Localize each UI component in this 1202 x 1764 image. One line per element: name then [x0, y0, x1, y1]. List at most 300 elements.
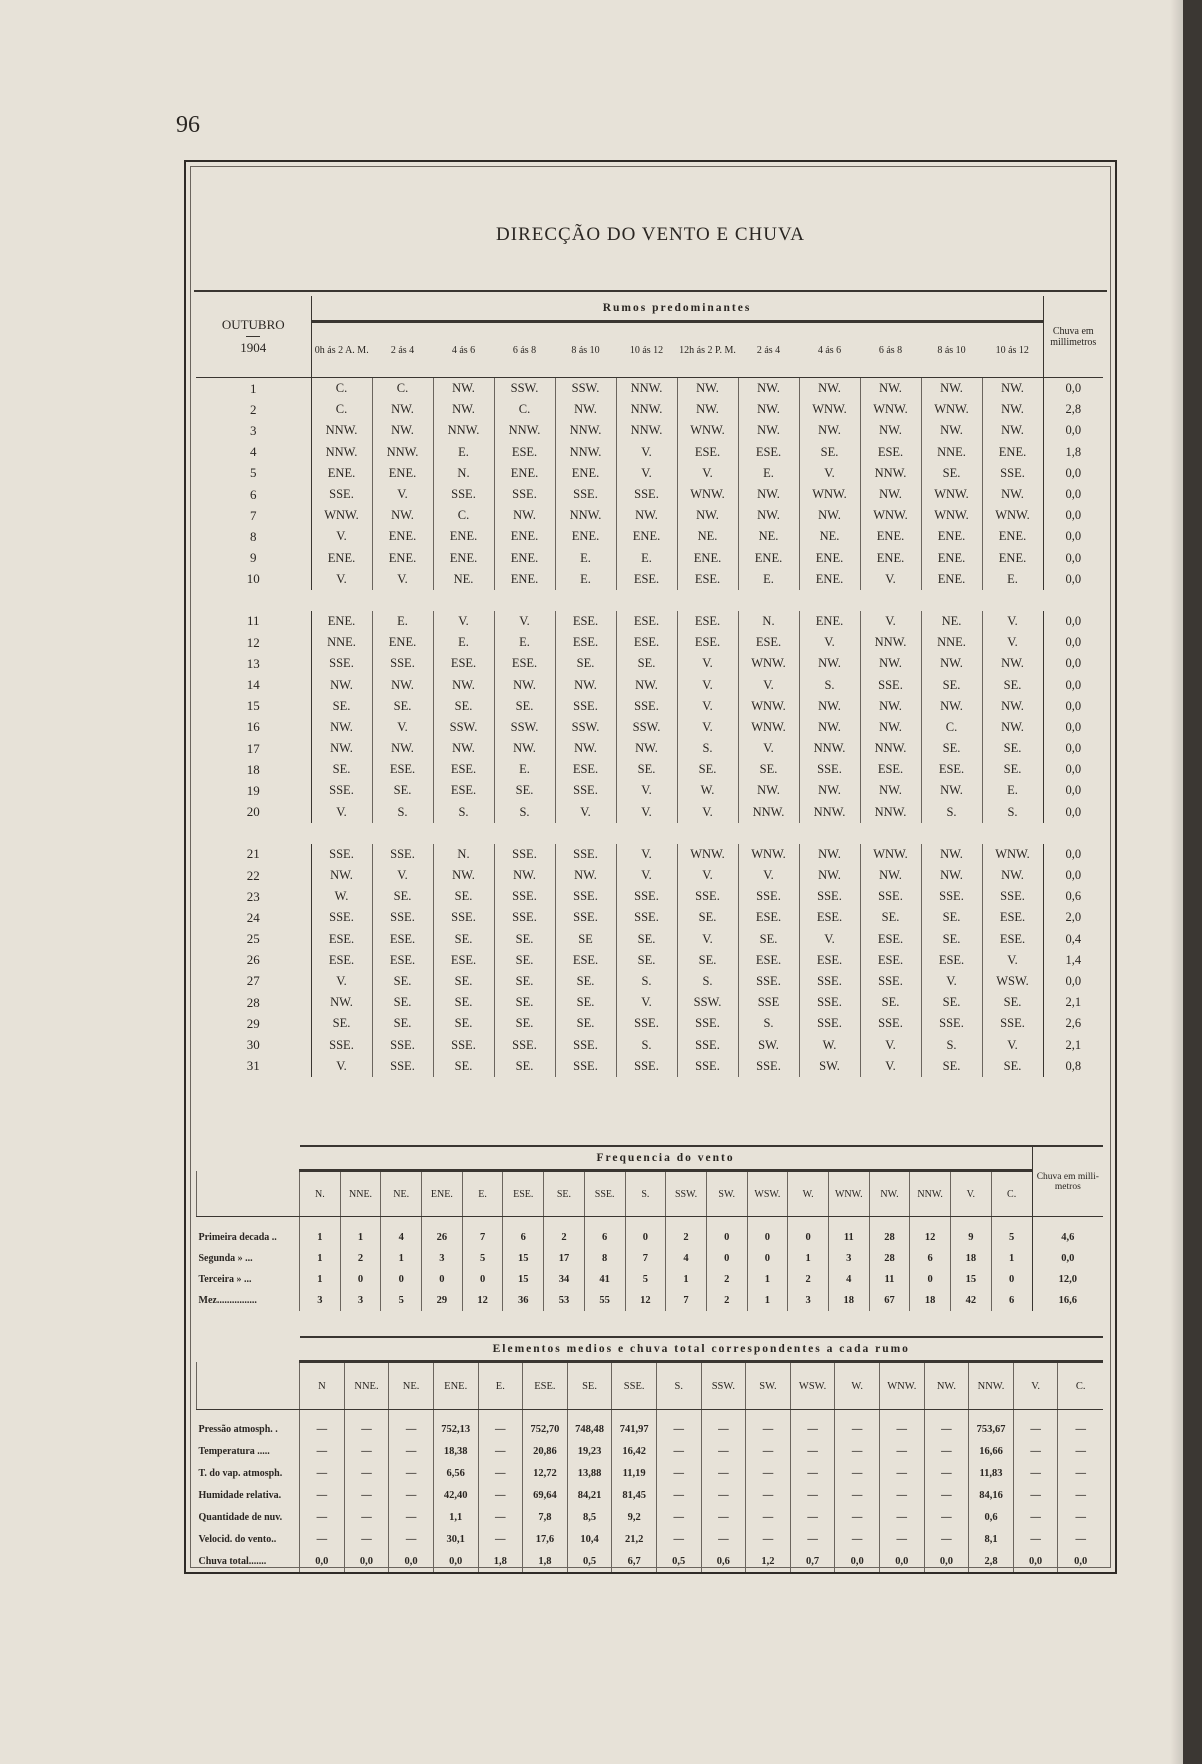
wind-direction-cell: NW.: [555, 865, 616, 886]
wind-direction-cell: V.: [372, 717, 433, 738]
wind-direction-cell: ESE.: [494, 442, 555, 463]
wind-direction-cell: SSE.: [372, 907, 433, 928]
wind-direction-cell: NW.: [860, 717, 921, 738]
row-label: Terceira » ...: [198, 1274, 252, 1285]
elem-value-cell: —: [879, 1484, 924, 1506]
elem-value-cell: —: [478, 1440, 523, 1462]
wind-direction-cell: NW.: [982, 420, 1043, 441]
wind-direction-cell: SE.: [372, 971, 433, 992]
wind-direction-cell: SSE.: [799, 759, 860, 780]
wind-direction-cell: SSE.: [982, 886, 1043, 907]
wind-direction-cell: ESE.: [982, 929, 1043, 950]
wind-direction-cell: SSE.: [311, 780, 372, 801]
elem-group-header: Elementos medios e chuva total correspondentes a cada rumo: [300, 1337, 1103, 1362]
wind-direction-cell: NNW.: [860, 738, 921, 759]
wind-direction-cell: ENE.: [921, 526, 982, 547]
wind-direction-cell: SSE.: [372, 1034, 433, 1055]
wind-direction-cell: SE.: [921, 1056, 982, 1077]
wind-direction-cell: NW.: [982, 378, 1043, 400]
wind-direction-cell: S.: [799, 674, 860, 695]
wind-direction-cell: V.: [555, 802, 616, 823]
elem-value-cell: —: [790, 1440, 835, 1462]
wind-direction-cell: NW.: [433, 674, 494, 695]
wind-direction-cell: NW.: [799, 505, 860, 526]
freq-value-cell: 0: [747, 1248, 788, 1269]
wind-direction-cell: SSE.: [433, 1034, 494, 1055]
elem-value-cell: —: [790, 1410, 835, 1441]
wind-direction-cell: NW.: [372, 420, 433, 441]
wind-direction-cell: SSE.: [860, 1013, 921, 1034]
rain-cell: 2,0: [1043, 907, 1103, 928]
elem-column-header: NE.: [389, 1362, 434, 1410]
table-row: [197, 1290, 1104, 1311]
freq-value-cell: 1: [300, 1248, 341, 1269]
table-row: [197, 1248, 1104, 1269]
hour-header: 12h ás 2 P. M.: [677, 322, 738, 378]
wind-direction-cell: C.: [372, 378, 433, 400]
hour-header: 10 ás 12: [982, 322, 1043, 378]
day-cell: 13: [196, 653, 311, 674]
freq-value-cell: 9: [951, 1217, 992, 1249]
freq-value-cell: 4: [381, 1217, 422, 1249]
hour-header: 8 ás 10: [555, 322, 616, 378]
wind-direction-cell: ESE.: [311, 950, 372, 971]
wind-direction-cell: WNW.: [311, 505, 372, 526]
wind-direction-cell: E.: [555, 569, 616, 590]
freq-value-cell: 0: [747, 1217, 788, 1249]
hour-header: 8 ás 10: [921, 322, 982, 378]
table-row: [197, 1462, 1104, 1484]
hour-header: 4 ás 6: [433, 322, 494, 378]
wind-direction-cell: SSE.: [494, 907, 555, 928]
table-row: [196, 674, 1103, 695]
wind-direction-cell: E.: [982, 569, 1043, 590]
wind-direction-cell: NE.: [738, 526, 799, 547]
wind-direction-cell: ENE.: [982, 526, 1043, 547]
freq-value-cell: 4,6: [1032, 1217, 1103, 1249]
elem-value-cell: —: [879, 1440, 924, 1462]
day-cell: 2: [196, 399, 311, 420]
wind-direction-cell: SE.: [311, 1013, 372, 1034]
elem-column-header: SSE.: [612, 1362, 657, 1410]
wind-direction-cell: S.: [921, 1034, 982, 1055]
rain-cell: 0,0: [1043, 505, 1103, 526]
elem-value-cell: —: [300, 1484, 345, 1506]
wind-direction-cell: S.: [433, 802, 494, 823]
rain-cell: 2,1: [1043, 1034, 1103, 1055]
freq-value-cell: 41: [584, 1269, 625, 1290]
day-cell: 20: [196, 802, 311, 823]
wind-direction-cell: SSE.: [555, 780, 616, 801]
wind-direction-cell: SE.: [555, 653, 616, 674]
wind-direction-cell: NW.: [921, 865, 982, 886]
wind-direction-cell: NW.: [433, 399, 494, 420]
wind-direction-cell: ENE.: [982, 548, 1043, 569]
elem-value-cell: —: [656, 1462, 701, 1484]
wind-direction-cell: ESE.: [677, 569, 738, 590]
table-row: [197, 1269, 1104, 1290]
wind-direction-cell: ENE.: [799, 548, 860, 569]
freq-value-cell: 6: [584, 1217, 625, 1249]
rain-cell: 1,4: [1043, 950, 1103, 971]
elem-value-cell: —: [879, 1528, 924, 1550]
elem-column-header: S.: [656, 1362, 701, 1410]
rain-cell: 0,0: [1043, 865, 1103, 886]
elem-value-cell: 0,0: [1013, 1550, 1058, 1572]
elem-value-cell: 0,0: [389, 1550, 434, 1572]
wind-direction-cell: SE.: [799, 442, 860, 463]
elem-value-cell: —: [924, 1462, 969, 1484]
wind-direction-cell: SE.: [494, 780, 555, 801]
wind-direction-cell: SE: [555, 929, 616, 950]
wind-direction-cell: ENE.: [311, 611, 372, 632]
wind-direction-cell: SE.: [372, 886, 433, 907]
wind-direction-cell: ENE.: [494, 463, 555, 484]
hour-header: 0h ás 2 A. M.: [311, 322, 372, 378]
wind-direction-cell: V.: [677, 463, 738, 484]
wind-direction-cell: V.: [616, 844, 677, 865]
table-row: [197, 1506, 1104, 1528]
wind-direction-cell: NW.: [738, 378, 799, 400]
wind-direction-cell: NW.: [982, 399, 1043, 420]
wind-direction-cell: SE.: [372, 696, 433, 717]
wind-direction-cell: SE.: [494, 696, 555, 717]
row-label: Humidade relativa.: [198, 1489, 282, 1501]
wind-direction-cell: SSE.: [372, 1056, 433, 1077]
table-row: [196, 717, 1103, 738]
freq-column-header: ENE.: [422, 1171, 463, 1217]
day-cell: 25: [196, 929, 311, 950]
wind-direction-cell: SSE.: [372, 844, 433, 865]
elem-value-cell: —: [344, 1440, 389, 1462]
wind-direction-cell: SSE.: [433, 484, 494, 505]
freq-value-cell: 0: [706, 1248, 747, 1269]
elem-label-header: [197, 1362, 300, 1410]
freq-value-cell: 1: [747, 1290, 788, 1311]
day-cell: 17: [196, 738, 311, 759]
table-row: [196, 1056, 1103, 1077]
wind-direction-cell: NNW.: [494, 420, 555, 441]
freq-value-cell: 1: [991, 1248, 1032, 1269]
wind-direction-cell: SSE.: [616, 484, 677, 505]
page-number: 96: [176, 112, 200, 138]
wind-direction-cell: NW.: [555, 738, 616, 759]
hour-header: 6 ás 8: [494, 322, 555, 378]
elem-value-cell: —: [1058, 1410, 1103, 1441]
wind-direction-cell: NW.: [494, 674, 555, 695]
wind-direction-cell: SE.: [982, 1056, 1043, 1077]
freq-column-header: N.: [300, 1171, 341, 1217]
freq-value-cell: 2: [788, 1269, 829, 1290]
elem-column-header: ENE.: [433, 1362, 478, 1410]
wind-direction-cell: ENE.: [799, 569, 860, 590]
wind-direction-cell: SE.: [921, 992, 982, 1013]
wind-direction-cell: SSE.: [616, 696, 677, 717]
table-row: [196, 886, 1103, 907]
freq-value-cell: 0: [706, 1217, 747, 1249]
wind-direction-cell: SSE.: [616, 907, 677, 928]
elem-value-cell: —: [478, 1462, 523, 1484]
freq-value-cell: 4: [828, 1269, 869, 1290]
freq-corner: [197, 1146, 300, 1171]
day-cell: 14: [196, 674, 311, 695]
table-row: [196, 1034, 1103, 1055]
wind-direction-cell: S.: [372, 802, 433, 823]
wind-direction-cell: WNW.: [921, 399, 982, 420]
wind-direction-cell: ESE.: [616, 611, 677, 632]
day-cell: 15: [196, 696, 311, 717]
freq-value-cell: 4: [666, 1248, 707, 1269]
wind-direction-cell: ENE.: [494, 526, 555, 547]
rain-cell: 2,1: [1043, 992, 1103, 1013]
table-row: [196, 780, 1103, 801]
wind-direction-cell: SE.: [494, 992, 555, 1013]
elem-value-cell: —: [1058, 1462, 1103, 1484]
elem-body: [197, 1410, 1104, 1573]
freq-value-cell: 1: [340, 1217, 381, 1249]
freq-value-cell: 7: [462, 1217, 503, 1249]
wind-direction-cell: SSE.: [311, 844, 372, 865]
freq-value-cell: 12: [625, 1290, 666, 1311]
freq-value-cell: 53: [544, 1290, 585, 1311]
rain-cell: 0,0: [1043, 844, 1103, 865]
wind-direction-cell: SE.: [616, 653, 677, 674]
elem-value-cell: —: [701, 1410, 746, 1441]
elem-value-cell: —: [656, 1484, 701, 1506]
wind-direction-cell: NW.: [738, 420, 799, 441]
wind-direction-cell: NNW.: [799, 738, 860, 759]
wind-direction-cell: ENE.: [311, 463, 372, 484]
wind-direction-cell: V.: [860, 569, 921, 590]
wind-direction-cell: V.: [494, 611, 555, 632]
elem-value-cell: 753,67: [969, 1410, 1014, 1441]
wind-direction-cell: NW.: [982, 865, 1043, 886]
wind-direction-cell: WNW.: [921, 484, 982, 505]
wind-direction-cell: WNW.: [799, 399, 860, 420]
elem-value-cell: —: [701, 1528, 746, 1550]
wind-direction-cell: ESE.: [372, 759, 433, 780]
wind-direction-cell: E.: [738, 463, 799, 484]
wind-direction-cell: E.: [372, 611, 433, 632]
elem-column-header: SE.: [567, 1362, 612, 1410]
hour-header: 2 ás 4: [372, 322, 433, 378]
freq-column-header: NNE.: [340, 1171, 381, 1217]
wind-direction-cell: SE.: [311, 759, 372, 780]
wind-direction-cell: V.: [799, 463, 860, 484]
wind-direction-cell: V.: [616, 992, 677, 1013]
month-label: OUTUBRO: [221, 317, 285, 332]
freq-value-cell: 5: [991, 1217, 1032, 1249]
wind-direction-cell: SSE.: [311, 653, 372, 674]
rain-cell: 0,0: [1043, 717, 1103, 738]
freq-column-header: C.: [991, 1171, 1032, 1217]
elem-value-cell: —: [701, 1440, 746, 1462]
elem-value-cell: —: [344, 1484, 389, 1506]
wind-direction-cell: SE.: [433, 1056, 494, 1077]
wind-direction-cell: SSE.: [555, 907, 616, 928]
elem-column-header: V.: [1013, 1362, 1058, 1410]
freq-value-cell: 0: [340, 1269, 381, 1290]
table-row: [197, 1550, 1104, 1572]
wind-direction-cell: NW.: [921, 844, 982, 865]
row-label: Primeira decada ..: [198, 1232, 277, 1243]
freq-value-cell: 26: [422, 1217, 463, 1249]
elem-value-cell: 0,0: [1058, 1550, 1103, 1572]
wind-direction-cell: SSW.: [494, 378, 555, 400]
wind-direction-cell: V.: [738, 674, 799, 695]
wind-direction-cell: NNW.: [738, 802, 799, 823]
wind-direction-cell: SSE.: [494, 886, 555, 907]
wind-direction-cell: NW.: [860, 780, 921, 801]
wind-direction-cell: NW.: [311, 717, 372, 738]
freq-column-header: WSW.: [747, 1171, 788, 1217]
freq-value-cell: 34: [544, 1269, 585, 1290]
freq-value-cell: 0: [462, 1269, 503, 1290]
wind-direction-cell: SE.: [372, 992, 433, 1013]
wind-direction-cell: NNW.: [616, 399, 677, 420]
wind-direction-cell: W.: [311, 886, 372, 907]
wind-direction-cell: NW.: [311, 674, 372, 695]
wind-direction-cell: ENE.: [433, 548, 494, 569]
wind-direction-cell: ESE.: [860, 759, 921, 780]
rain-cell: 0,0: [1043, 463, 1103, 484]
wind-direction-cell: WNW.: [982, 505, 1043, 526]
wind-direction-cell: ENE.: [677, 548, 738, 569]
elem-column-header: SSW.: [701, 1362, 746, 1410]
wind-direction-cell: SE.: [494, 929, 555, 950]
wind-direction-cell: NE.: [921, 611, 982, 632]
wind-direction-cell: ESE.: [738, 907, 799, 928]
wind-direction-cell: SSE.: [677, 1013, 738, 1034]
wind-direction-cell: SW.: [738, 1034, 799, 1055]
day-cell: 24: [196, 907, 311, 928]
elem-value-cell: 12,72: [523, 1462, 568, 1484]
wind-direction-cell: NNE.: [921, 442, 982, 463]
table-row: [196, 442, 1103, 463]
wind-direction-cell: NNW.: [555, 442, 616, 463]
freq-group-header: Frequencia do vento: [300, 1146, 1033, 1171]
elem-value-cell: —: [389, 1410, 434, 1441]
hour-header: 6 ás 8: [860, 322, 921, 378]
wind-direction-cell: WNW.: [738, 696, 799, 717]
wind-direction-cell: NW.: [860, 653, 921, 674]
wind-direction-cell: SE.: [494, 1013, 555, 1034]
wind-direction-cell: ESE.: [433, 759, 494, 780]
elem-value-cell: 84,21: [567, 1484, 612, 1506]
elem-value-cell: —: [1058, 1440, 1103, 1462]
wind-direction-cell: ESE.: [921, 759, 982, 780]
wind-direction-cell: SSE.: [860, 674, 921, 695]
wind-direction-cell: SE.: [311, 696, 372, 717]
wind-direction-cell: NW.: [921, 378, 982, 400]
rumos-body: [196, 378, 1103, 1077]
wind-direction-cell: ESE.: [433, 950, 494, 971]
hour-header-row: [196, 322, 1103, 378]
day-cell: 6: [196, 484, 311, 505]
wind-direction-cell: SSW.: [555, 378, 616, 400]
wind-direction-cell: SSW.: [555, 717, 616, 738]
freq-value-cell: 15: [503, 1248, 544, 1269]
wind-direction-cell: S.: [738, 1013, 799, 1034]
freq-column-header: NNW.: [910, 1171, 951, 1217]
row-label: T. do vap. atmosph.: [198, 1467, 283, 1479]
elem-column-header: WSW.: [790, 1362, 835, 1410]
wind-direction-cell: W.: [677, 780, 738, 801]
elem-value-cell: 0,0: [835, 1550, 880, 1572]
wind-direction-cell: ENE.: [555, 526, 616, 547]
row-label: Pressão atmosph. .: [198, 1423, 278, 1435]
elem-value-cell: —: [924, 1440, 969, 1462]
wind-direction-cell: V.: [982, 632, 1043, 653]
wind-direction-cell: V.: [433, 611, 494, 632]
wind-direction-cell: SSE.: [860, 971, 921, 992]
wind-direction-cell: WNW.: [738, 653, 799, 674]
elem-column-header: W.: [835, 1362, 880, 1410]
month-header: [196, 296, 311, 378]
freq-column-header: S.: [625, 1171, 666, 1217]
wind-direction-cell: V.: [677, 717, 738, 738]
wind-direction-cell: S.: [677, 971, 738, 992]
rain-cell: 0,0: [1043, 802, 1103, 823]
elem-value-cell: —: [1013, 1484, 1058, 1506]
wind-direction-cell: S.: [494, 802, 555, 823]
elem-column-header: SW.: [746, 1362, 791, 1410]
wind-direction-cell: C.: [921, 717, 982, 738]
wind-direction-cell: NNW.: [311, 442, 372, 463]
elem-value-cell: 30,1: [433, 1528, 478, 1550]
freq-column-header: SE.: [544, 1171, 585, 1217]
wind-direction-cell: SSE.: [982, 1013, 1043, 1034]
table-row: [197, 1410, 1104, 1441]
rumos-group-header: Rumos predominantes: [311, 296, 1043, 322]
wind-direction-cell: NW.: [433, 378, 494, 400]
elem-value-cell: 0,0: [924, 1550, 969, 1572]
elem-value-cell: —: [835, 1440, 880, 1462]
wind-direction-cell: S.: [677, 738, 738, 759]
wind-direction-cell: V.: [799, 632, 860, 653]
wind-direction-cell: V.: [677, 653, 738, 674]
wind-direction-cell: SE.: [677, 907, 738, 928]
wind-direction-cell: V.: [372, 865, 433, 886]
table-row: [196, 505, 1103, 526]
wind-direction-cell: ESE.: [921, 950, 982, 971]
wind-direction-cell: V.: [921, 971, 982, 992]
elem-value-cell: 0,0: [433, 1550, 478, 1572]
wind-direction-cell: NW.: [372, 674, 433, 695]
wind-direction-cell: E.: [433, 632, 494, 653]
freq-value-cell: 5: [625, 1269, 666, 1290]
elem-value-cell: 748,48: [567, 1410, 612, 1441]
wind-direction-cell: SE.: [494, 1056, 555, 1077]
wind-direction-cell: V.: [372, 484, 433, 505]
freq-value-cell: 1: [666, 1269, 707, 1290]
elem-value-cell: 741,97: [612, 1410, 657, 1441]
freq-value-cell: 16,6: [1032, 1290, 1103, 1311]
wind-direction-cell: V.: [311, 802, 372, 823]
freq-value-cell: 42: [951, 1290, 992, 1311]
wind-direction-cell: ESE.: [433, 653, 494, 674]
rain-cell: 0,0: [1043, 484, 1103, 505]
wind-direction-cell: WNW.: [677, 844, 738, 865]
elem-value-cell: —: [478, 1484, 523, 1506]
freq-value-cell: 0,0: [1032, 1248, 1103, 1269]
day-cell: 4: [196, 442, 311, 463]
wind-direction-cell: NE.: [799, 526, 860, 547]
freq-value-cell: 28: [869, 1217, 910, 1249]
wind-direction-cell: ENE.: [372, 632, 433, 653]
wind-direction-cell: SSE.: [677, 1034, 738, 1055]
wind-direction-cell: E.: [555, 548, 616, 569]
